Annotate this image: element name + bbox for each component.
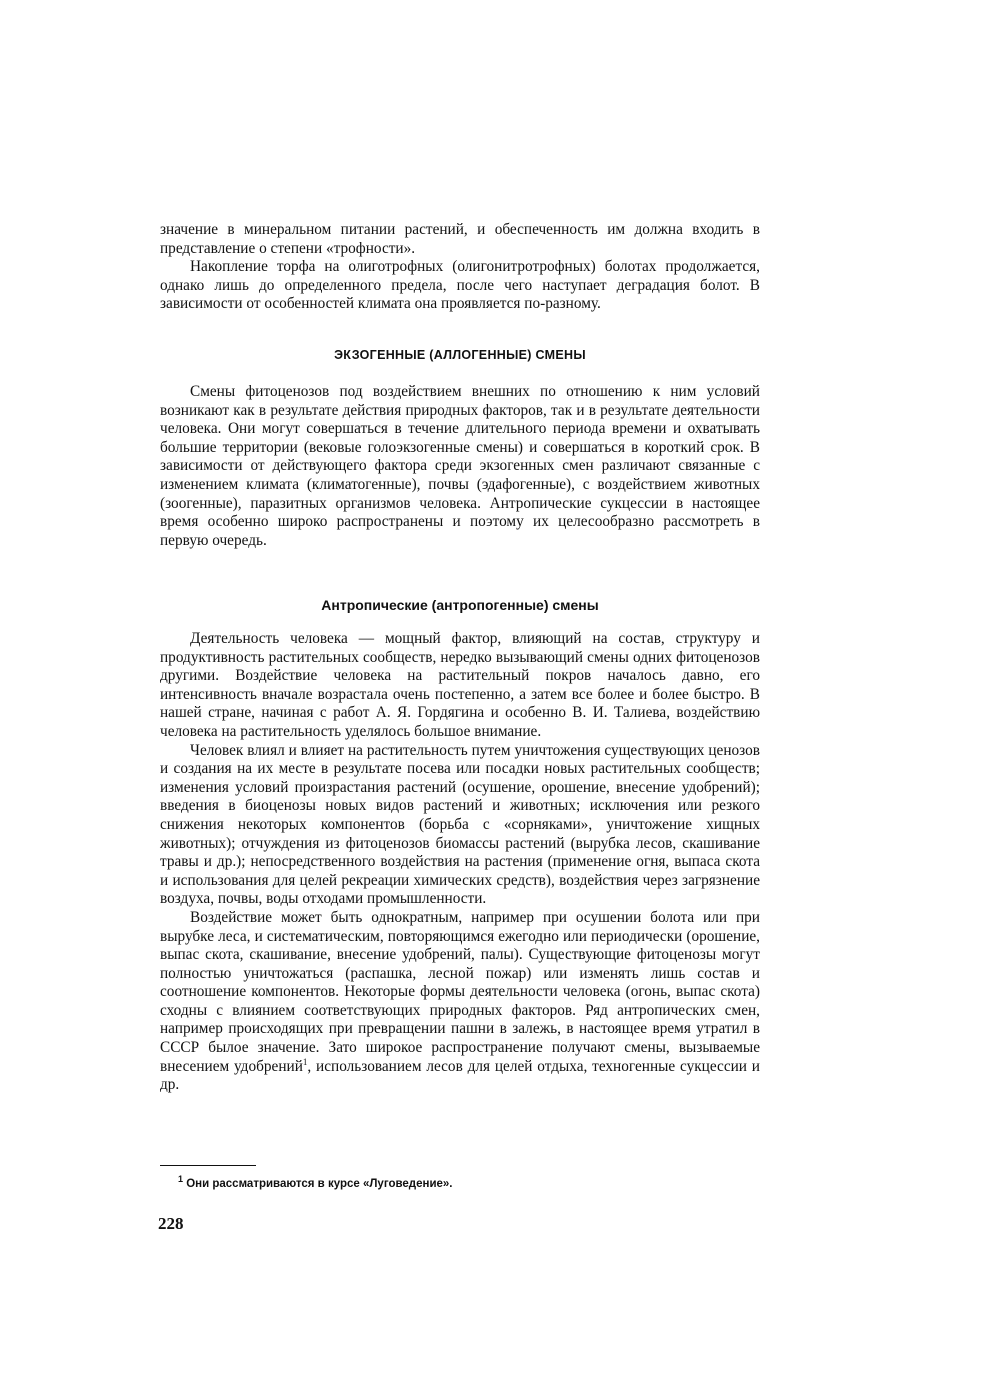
paragraph-trophic: значение в минеральном питании растений, и обеспеченность им должна входить в представление о степени «трофности». bbox=[160, 221, 760, 257]
section-anthropic bbox=[160, 597, 760, 613]
paragraph-exogenous: Смены фитоценозов под воздействием внешних по отношению к ним условий возникают как в результате действия природных факторов, так и в результате деятельности человека. Они могут совершаться в течение длительного периода времени и охватывать большие территории (вековые голоэкзогенные смены) и совершаться в короткий срок. В зависимости от действующего фактора среди экзогенных смен различают связанные с изменением климата (климатогенные), почвы (эдафогенные), с воздействием животных (зоогенные), паразитных организмов человека. Антропические сукцессии в настоящее время особенно широко распространены и поэтому их целесообразно рассмотреть в первую очередь. bbox=[160, 383, 760, 549]
text-block-exogenous bbox=[160, 383, 760, 550]
heading-exogenous: ЭКЗОГЕННЫЕ (АЛЛОГЕННЫЕ) СМЕНЫ bbox=[334, 348, 586, 362]
footnote-reference: 1 bbox=[302, 1056, 308, 1067]
footnote-marker: 1 bbox=[178, 1174, 184, 1185]
paragraph-impact-text-2: , использованием лесов для целей отдыха, техногенные сукцессии и др. bbox=[160, 1057, 760, 1094]
paragraph-impact-types bbox=[160, 909, 760, 1095]
footnote-divider bbox=[160, 1165, 256, 1166]
paragraph-impact-text-1: Воздействие может быть однократным, например при осушении болота или при вырубке леса, и систематическим, повторяющимся ежегодно или периодически (орошение, выпас скота, скашивание, внесение удобрений, палы). Существующие фитоценозы могут полностью уничтожаться (распашка, лесной пожар) или изменять лишь состав и соотношение компонентов. Некоторые формы деятельности человека (огонь, выпас скота) сходны с влиянием соответствующих природных факторов. Ряд антропических смен, например происходящих при превращении пашни в залежь, в настоящее время утратил в СССР былое значение. Зато широкое распространение получают смены, вызываемые внесением удобрений bbox=[160, 908, 760, 1075]
text-block-top bbox=[160, 221, 760, 314]
paragraph-human-influence: Человек влиял и влияет на растительность путем уничтожения существующих ценозов и создания на их месте в результате посева или посадки новых растительных сообществ; изменения условий произрастания растений (осушение, орошение, внесение удобрений); введения в биоценозы новых видов растений и животных; исключения или резкого снижения некоторых компонентов (борьба с «сорняками», уничтожение хищных животных); отчуждения из фитоценозов биомассы растений (вырубка лесов, скашивание травы и др.); непосредственного воздействия на растения (применение огня, выпаса скота и использования для целей рекреации химических средств), воздействия через загрязнение воздуха, почвы, воды отходами промышленности. bbox=[160, 741, 760, 908]
heading-anthropic: Антропические (антропогенные) смены bbox=[321, 597, 599, 613]
page-number: 228 bbox=[158, 1214, 184, 1233]
paragraph-human-activity: Деятельность человека — мощный фактор, влияющий на состав, структуру и продуктивность растительных сообществ, нередко вызывающий смены одних фитоценозов другими. Воздействие человека на растительный покров началось давно, его интенсивность вначале возрастала очень постепенно, а затем все более и более быстро. В нашей стране, начиная с работ А. Я. Гордягина и особенно В. И. Талиева, воздействию человека на растительность уделялось большое внимание. bbox=[160, 630, 760, 740]
footnote bbox=[178, 1174, 453, 1190]
text-block-anthropic bbox=[160, 630, 760, 1095]
paragraph-peat: Накопление торфа на олиготрофных (олигонитротрофных) болотах продолжается, однако лишь до определенного предела, после чего наступает деградация болот. В зависимости от особенностей климата она проявляется по-разному. bbox=[160, 258, 760, 313]
footnote-text: Они рассматриваются в курсе «Луговедение». bbox=[183, 1178, 453, 1190]
section-exogenous bbox=[160, 348, 760, 362]
